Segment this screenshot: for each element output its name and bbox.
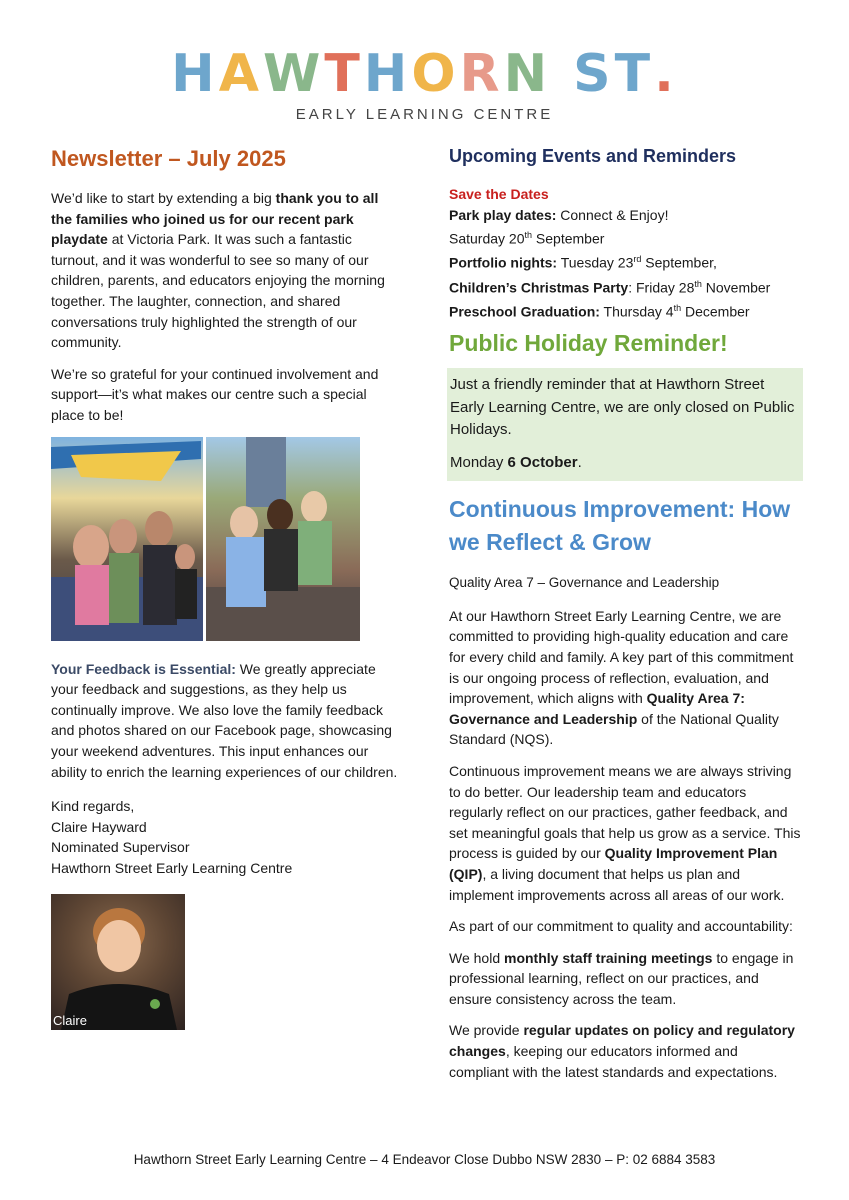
events-list [449,205,801,323]
text-run-bold: monthly staff training meetings [504,949,713,966]
event-label: Park play dates: [449,206,557,223]
feedback-paragraph [51,659,401,783]
event-text: September [532,230,605,247]
event-text: Tuesday 23 [557,255,634,272]
logo-letter: A [218,44,263,104]
save-the-dates-heading: Save the Dates [449,186,549,202]
quality-area-line: Quality Area 7 – Governance and Leadership [449,575,720,591]
signoff-line: Hawthorn Street Early Learning Centre [51,859,293,876]
public-holiday-box [447,368,803,481]
event-christmas-party [449,274,801,298]
text-run: We’d like to start by extending a big [51,190,276,206]
centre-logo [0,44,849,123]
text-run: We hold [449,949,504,966]
event-text: Thursday 4 [599,303,674,320]
event-park-date [449,225,801,249]
logo-title [0,44,849,104]
events-heading: Upcoming Events and Reminders [449,146,737,166]
feedback-heading: Your Feedback is Essential: [51,660,236,677]
grateful-paragraph: We’re so grateful for your continued involvement and support—it’s what makes our centre such a special place to be! [51,365,379,423]
text-run-bold: Quality Improvement Plan (QIP) [449,845,778,882]
text-run-bold: thank you to all the families who joined us for our recent park playdate [51,190,379,248]
signoff-line: Kind regards, [51,798,135,815]
playdate-photos [51,437,401,641]
ci-paragraph-4 [449,948,801,1010]
text-run: . [577,453,582,471]
ordinal-suffix: th [673,302,682,313]
ci-paragraph-2 [449,761,801,905]
event-text: December [681,303,750,320]
logo-letter: W [262,44,325,104]
event-text: Connect & Enjoy! [556,206,669,223]
text-run: of the National Quality Standard (NQS). [449,710,779,748]
logo-letter: . [654,44,678,104]
ordinal-suffix: rd [633,254,642,265]
text-run: , a living document that helps us plan and implement improvements across all areas of our work. [449,865,785,903]
text-run: Monday [450,453,508,471]
text-run: We provide [449,1022,524,1039]
right-column [449,142,801,1093]
text-run-bold: 6 October [507,453,578,471]
logo-letter: N [503,44,552,104]
logo-letter: T [614,44,655,104]
event-portfolio [449,249,801,273]
text-run-bold: Quality Area 7: Governance and Leadership [449,690,745,727]
text-run: At our Hawthorn Street Early Learning Centre, we are committed to providing high-quality education and care for every child and family. A key part of this commitment is our ongoing process of reflection, evaluation, and improvement, which aligns with [449,607,794,707]
logo-letter: O [411,44,460,104]
public-holiday-heading: Public Holiday Reminder! [449,330,728,357]
text-run: Continuous improvement means we are always striving to do better. Our leadership team and educators regularly reflect on our practices, gather feedback, and set meaningful goals that help us grow as a service. This process is guided by our [449,762,801,862]
event-text: : Friday 28 [628,279,695,296]
text-run: We greatly appreciate your feedback and suggestions, as they help us continually improve. We also love the family feedback and photos shared on our Facebook page, showcasing your weekend adventures. This input enhances our ability to enrich the learning experiences of our children. [51,660,398,780]
ordinal-suffix: th [694,278,702,289]
logo-letter: T [324,44,364,104]
ci-paragraph-1 [449,606,801,750]
event-label: Children’s Christmas Party [449,279,629,296]
newsletter-heading: Newsletter – July 2025 [51,146,286,171]
holiday-date [450,452,799,475]
continuous-improvement-heading: Continuous Improvement: How we Reflect & Grow [449,496,791,556]
logo-letter: S [573,44,615,104]
event-text: November [701,279,771,296]
supervisor-photo [51,894,185,1030]
event-label: Preschool Graduation: [449,303,600,320]
ci-paragraph-5 [449,1020,801,1082]
playdate-photo-families [51,437,203,641]
ordinal-suffix: th [524,230,533,241]
event-graduation [449,298,801,322]
left-column [51,142,401,1030]
event-label: Portfolio nights: [449,255,558,272]
footer-contact: Hawthorn Street Early Learning Centre – 4 Endeavor Close Dubbo NSW 2830 – P: 02 6884 3583 [133,1152,716,1167]
text-run: at Victoria Park. It was such a fantastic turnout, and it was wonderful to see so many of our children, parents, and educators enjoying the morning together. The laughter, connection, and shared conversations truly highlighted the strength of our community. [51,231,385,351]
logo-subtitle: EARLY LEARNING CENTRE [295,106,554,123]
event-park [449,205,801,226]
supervisor-photo-label: Claire [53,1013,87,1029]
text-run: , keeping our educators informed and compliant with the latest standards and expectations. [449,1043,778,1080]
signoff-block [51,796,401,878]
event-text: September, [641,255,717,272]
ci-paragraph-3: As part of our commitment to quality and accountability: [449,918,793,935]
signoff-line: Nominated Supervisor [51,839,190,856]
text-run: to engage in professional learning, reflect on our practices, and ensure consistency across the team. [449,949,794,1007]
logo-letter: H [171,44,219,104]
logo-letter: H [363,44,412,104]
text-run-bold: regular updates on policy and regulatory changes [449,1022,795,1060]
intro-paragraph [51,188,401,353]
event-text: Saturday 20 [449,230,525,247]
signoff-line: Claire Hayward [51,818,147,835]
logo-letter: R [459,44,504,104]
playdate-photo-children [206,437,360,641]
holiday-text: Just a friendly reminder that at Hawthorn Street Early Learning Centre, we are only closed on Public Holidays. [450,376,795,439]
